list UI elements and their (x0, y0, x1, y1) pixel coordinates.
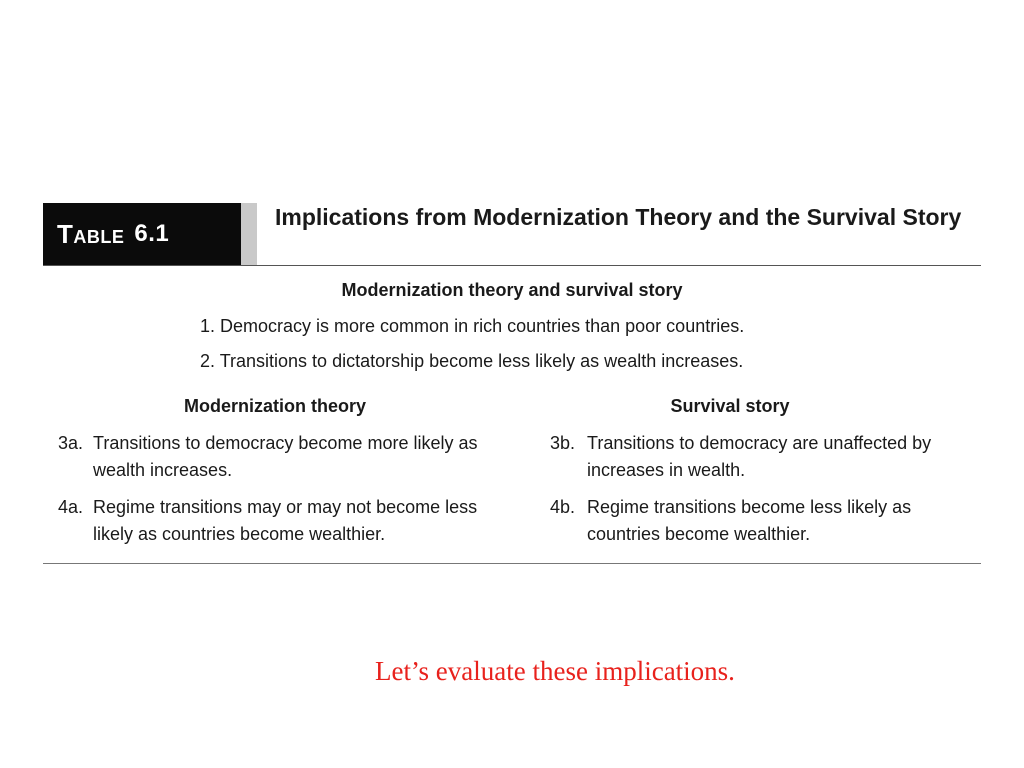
footer-note: Let’s evaluate these implications. (375, 656, 735, 686)
shared-section-heading: Modernization theory and survival story (341, 280, 683, 300)
table-label-divider (241, 203, 257, 265)
table-title: Implications from Modernization Theory and the Survival Story (275, 204, 962, 230)
shared-item: 1. Democracy is more common in rich countries than poor countries. (200, 316, 745, 336)
table-bottom-rule (43, 563, 981, 564)
table-label-number: 6.1 (134, 220, 170, 247)
item-number: 4b. (550, 497, 576, 517)
survival-item (550, 494, 975, 548)
item-number: 3a. (58, 433, 84, 453)
item-text: Transitions to democracy become more likely as wealth increases. (93, 433, 478, 480)
table-label-word: Table (57, 218, 125, 249)
table-top-rule (43, 265, 981, 266)
shared-item: 2. Transitions to dictatorship become less likely as wealth increases. (200, 351, 744, 371)
modernization-item (58, 430, 498, 484)
item-number: 3b. (550, 433, 576, 453)
modernization-column-heading: Modernization theory (183, 396, 366, 416)
item-number: 4a. (58, 497, 84, 517)
item-text: Regime transitions may or may not become less likely as countries become wealthier. (93, 497, 478, 544)
survival-column-heading: Survival story (670, 396, 790, 416)
modernization-item (58, 494, 513, 548)
item-text: Regime transitions become less likely as countries become wealthier. (587, 497, 912, 544)
survival-item (550, 430, 975, 484)
table-label (43, 203, 241, 265)
item-text: Transitions to democracy are unaffected by increases in wealth. (587, 433, 932, 480)
